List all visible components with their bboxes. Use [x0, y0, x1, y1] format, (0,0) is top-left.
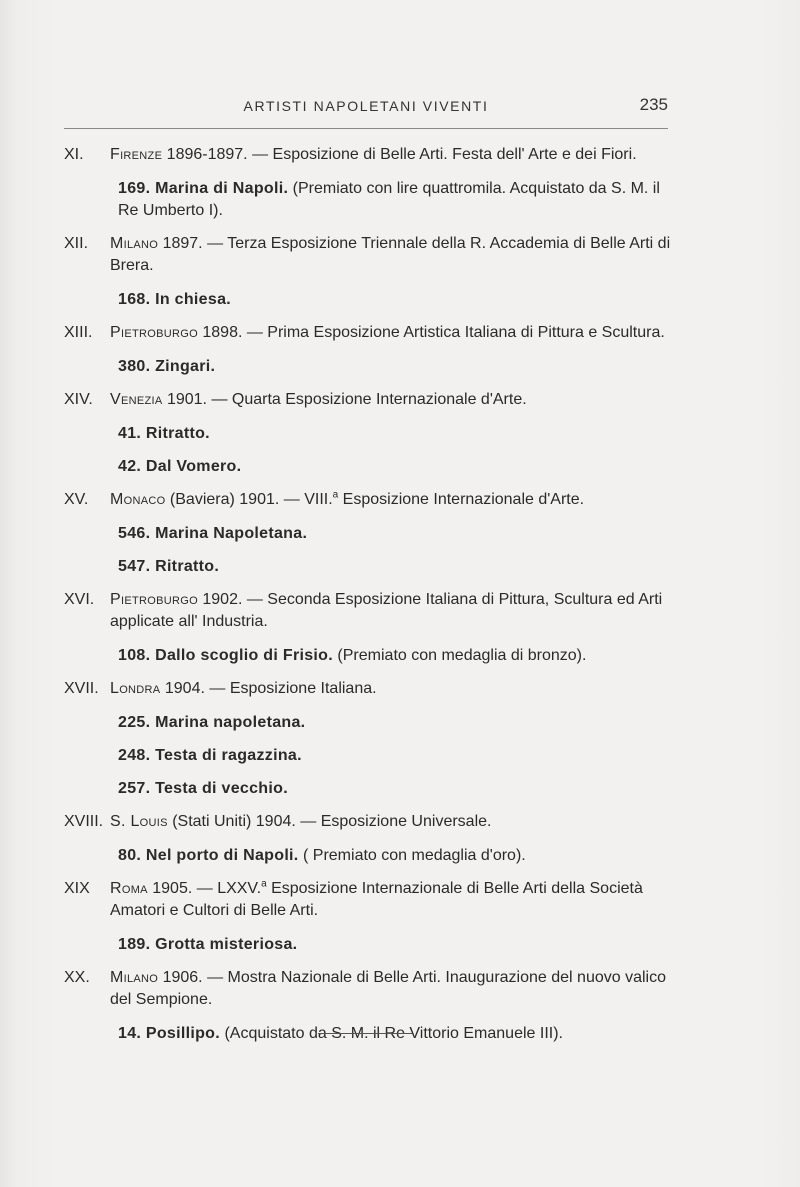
- work-item: [64, 423, 672, 445]
- exhibition-city: Venezia: [110, 391, 163, 408]
- exhibition-city: Firenze: [110, 146, 163, 163]
- work-title: 546. Marina Napoletana.: [118, 525, 308, 542]
- ordinal-superscript: a: [261, 878, 267, 890]
- page-number: 235: [639, 95, 668, 114]
- exhibition-heading: [64, 878, 672, 922]
- work-title: 547. Ritratto.: [118, 558, 220, 575]
- exhibition-city: Milano: [110, 235, 159, 252]
- exhibition-description: 1905. — LXXV.: [147, 880, 262, 897]
- exhibition-city: S. Louis: [110, 813, 168, 830]
- work-item: [64, 778, 672, 800]
- work-item: [64, 556, 672, 578]
- exhibition-description-continued: Esposizione Internazionale di Belle Arti della Società Amatori e Cultori di Belle Arti.: [110, 880, 643, 919]
- work-note: (Premiato con medaglia di bronzo).: [332, 647, 587, 664]
- exhibition-description: (Stati Uniti) 1904. — Esposizione Universale.: [167, 813, 492, 830]
- work-item: [64, 845, 672, 867]
- exhibition-description-continued: Esposizione Internazionale d'Arte.: [338, 491, 585, 508]
- exhibition-list: [64, 144, 672, 1056]
- work-title: 257. Testa di vecchio.: [118, 780, 288, 797]
- exhibition-number: XIII.: [64, 324, 93, 341]
- exhibition-heading: [64, 389, 672, 411]
- work-item: [64, 712, 672, 734]
- exhibition-city: Monaco: [110, 491, 166, 508]
- exhibition-heading: [64, 489, 672, 511]
- exhibition-entry: [64, 811, 672, 867]
- exhibition-city: Milano: [110, 969, 159, 986]
- exhibition-city: Roma: [110, 880, 148, 897]
- work-title: 41. Ritratto.: [118, 425, 210, 442]
- exhibition-entry: [64, 389, 672, 478]
- exhibition-entry: [64, 233, 672, 311]
- exhibition-description: 1902. — Seconda Esposizione Italiana di Pittura, Scultura ed Arti applicate all' Industria.: [110, 591, 663, 630]
- work-title: 248. Testa di ragazzina.: [118, 747, 302, 764]
- exhibition-description: (Baviera) 1901. — VIII.: [165, 491, 333, 508]
- exhibition-heading: [64, 144, 672, 166]
- exhibition-number: XI.: [64, 146, 84, 163]
- work-note: (Premiato con lire quattromila. Acquistato da S. M. il Re Umberto I).: [118, 180, 660, 219]
- exhibition-city: Pietroburgo: [110, 324, 198, 341]
- work-title: 14. Posillipo.: [118, 1025, 221, 1042]
- exhibition-description: 1896-1897. — Esposizione di Belle Arti. Festa dell' Arte e dei Fiori.: [162, 146, 637, 163]
- work-item: [64, 745, 672, 767]
- exhibition-heading: [64, 678, 672, 700]
- work-title: 169. Marina di Napoli.: [118, 180, 289, 197]
- work-item: [64, 645, 672, 667]
- closing-rule: [318, 1033, 412, 1034]
- ordinal-superscript: a: [332, 489, 339, 501]
- exhibition-entry: [64, 144, 672, 222]
- work-title: 168. In chiesa.: [118, 291, 232, 308]
- work-item: [64, 178, 672, 222]
- exhibition-description: 1898. — Prima Esposizione Artistica Italiana di Pittura e Scultura.: [197, 324, 665, 341]
- work-title: 189. Grotta misteriosa.: [118, 936, 298, 953]
- running-head: ARTISTI NAPOLETANI VIVENTI: [243, 98, 489, 114]
- work-item: [64, 1023, 672, 1045]
- work-item: [64, 356, 672, 378]
- exhibition-number: XVI.: [64, 591, 95, 608]
- exhibition-entry: [64, 589, 672, 667]
- work-title: 225. Marina napoletana.: [118, 714, 306, 731]
- exhibition-entry: [64, 678, 672, 800]
- work-title: 108. Dallo scoglio di Frisio.: [118, 647, 333, 664]
- exhibition-number: XX.: [64, 969, 90, 986]
- exhibition-description: 1906. — Mostra Nazionale di Belle Arti. Inaugurazione del nuovo valico del Sempione.: [110, 969, 666, 1008]
- exhibition-heading: [64, 967, 672, 1011]
- exhibition-entry: [64, 878, 672, 956]
- exhibition-description: 1897. — Terza Esposizione Triennale della R. Accademia di Belle Arti di Brera.: [110, 235, 671, 274]
- exhibition-number: XVIII.: [64, 813, 104, 830]
- exhibition-city: Londra: [110, 680, 161, 697]
- exhibition-description: 1901. — Quarta Esposizione Internazionale d'Arte.: [162, 391, 527, 408]
- exhibition-city: Pietroburgo: [110, 591, 198, 608]
- header-rule: [64, 128, 668, 129]
- work-title: 80. Nel porto di Napoli.: [118, 847, 299, 864]
- exhibition-entry: [64, 489, 672, 578]
- work-item: [64, 289, 672, 311]
- exhibition-description: 1904. — Esposizione Italiana.: [160, 680, 377, 697]
- work-item: [64, 934, 672, 956]
- work-item: [64, 456, 672, 478]
- exhibition-heading: [64, 811, 672, 833]
- exhibition-number: XV.: [64, 491, 89, 508]
- exhibition-entry: [64, 322, 672, 378]
- exhibition-heading: [64, 589, 672, 633]
- page-header: [64, 95, 668, 119]
- work-note: ( Premiato con medaglia d'oro).: [298, 847, 526, 864]
- work-title: 42. Dal Vomero.: [118, 458, 242, 475]
- work-note: (Acquistato da S. M. il Re Vittorio Emanuele III).: [220, 1025, 563, 1042]
- exhibition-number: XIX: [64, 880, 90, 897]
- exhibition-number: XII.: [64, 235, 89, 252]
- exhibition-heading: [64, 233, 672, 277]
- work-item: [64, 523, 672, 545]
- exhibition-number: XIV.: [64, 391, 93, 408]
- work-title: 380. Zingari.: [118, 358, 216, 375]
- exhibition-number: XVII.: [64, 680, 99, 697]
- exhibition-heading: [64, 322, 672, 344]
